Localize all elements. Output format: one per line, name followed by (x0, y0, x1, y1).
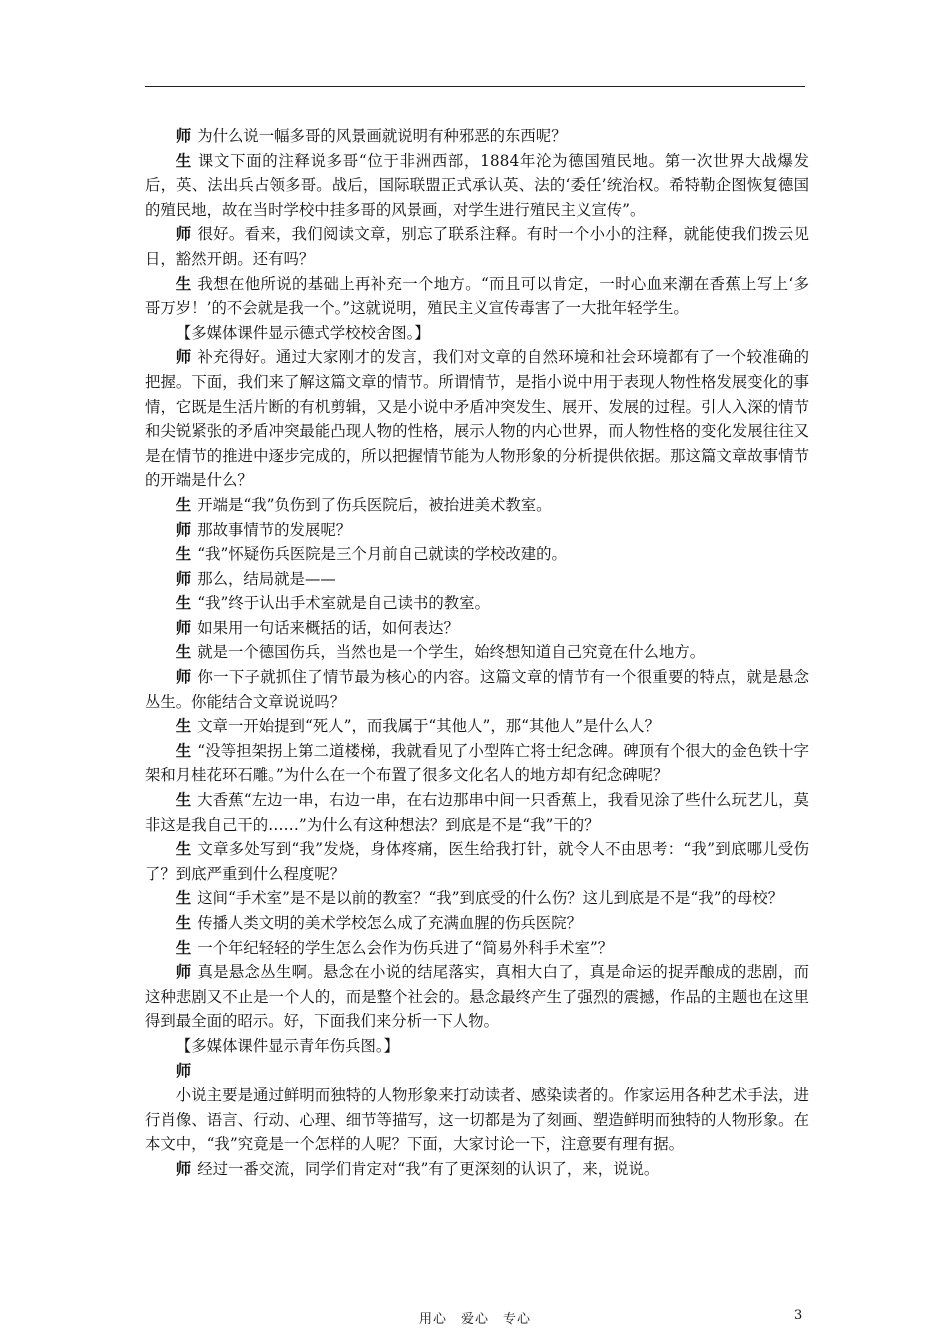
paragraph-text: 大香蕉“左边一串，右边一串，在右边那串中间一只香蕉上，我看见涂了些什么玩艺儿，莫非这是我自己干的……”为什么有这种想法？到底是不是“我”干的？ (145, 791, 809, 834)
dialogue-paragraph (145, 1157, 809, 1182)
dialogue-paragraph (145, 788, 809, 837)
dialogue-paragraph (145, 567, 809, 592)
dialogue-paragraph (145, 542, 809, 567)
speaker-label: 师 (175, 668, 192, 687)
speaker-label: 生 (175, 151, 192, 170)
paragraph-text: 那么，结局就是—— (197, 569, 336, 588)
dialogue-paragraph (145, 616, 809, 641)
dialogue-paragraph (145, 345, 809, 493)
paragraph-text: 这间“手术室”是不是以前的教室？“我”到底受的什么伤？这儿到底是不是“我”的母校？ (197, 889, 784, 908)
speaker-label: 生 (175, 741, 192, 760)
speaker-label: 师 (175, 618, 192, 637)
paragraph-text: 补充得好。通过大家刚才的发言，我们对文章的自然环境和社会环境都有了一个较准确的把握。下面，我们来了解这篇文章的情节。所谓情节，是指小说中用于表现人物性格发展变化的事情，它既是生活片断的有机剪辑，又是小说中矛盾冲突发生、展开、发展的过程。引人入深的情节和尖锐紧张的矛盾冲突最能凸现人物的性格，展示人物的内心世界，而人物性格的变化发展往往又是在情节的推进中逐步完成的，所以把握情节能为人物形象的分析提供依据。那这篇文章故事情节的开端是什么？ (145, 348, 809, 490)
paragraph-text: 很好。看来，我们阅读文章，别忘了联系注释。有时一个小小的注释，就能使我们拨云见日，豁然开朗。还有吗？ (145, 225, 809, 268)
paragraph-text: 就是一个德国伤兵，当然也是一个学生，始终想知道自己究竟在什么地方。 (197, 643, 706, 662)
page-number: 3 (794, 1308, 803, 1323)
dialogue-paragraph (145, 936, 809, 961)
footer-motto: 用心 爱心 专心 (418, 1312, 531, 1327)
speaker-label: 生 (175, 938, 192, 957)
speaker-label: 师 (175, 225, 192, 244)
paragraph-text: 课文下面的注释说多哥“位于非洲西部，1884年沦为德国殖民地。第一次世界大战爆发后，英、法出兵占领多哥。战后，国际联盟正式承认英、法的‘委任’统治权。希特勒企图恢复德国的殖民地，故在当时学校中挂多哥的风景画，对学生进行殖民主义宣传”。 (145, 151, 809, 219)
speaker-label: 生 (175, 914, 192, 932)
speaker-label: 生 (175, 545, 192, 564)
speaker-label: 生 (175, 791, 192, 810)
speaker-label: 生 (175, 495, 192, 514)
speaker-label: 师 (175, 569, 192, 588)
document-body (145, 124, 809, 1182)
dialogue-paragraph (145, 222, 809, 271)
dialogue-paragraph (145, 640, 809, 665)
paragraph-text: 开端是“我”负伤到了伤兵医院后，被抬进美术教室。 (197, 495, 552, 514)
dialogue-paragraph (145, 714, 809, 739)
dialogue-paragraph (145, 272, 809, 321)
speaker-label: 师 (175, 1159, 192, 1178)
paragraph-text: 【多媒体课件显示青年伤兵图。】 (175, 1036, 399, 1055)
dialogue-paragraph (145, 493, 809, 518)
header-rule (145, 86, 805, 87)
paragraph-text: 我想在他所说的基础上再补充一个地方。“而且可以肯定，一时心血来潮在香蕉上写上‘多哥万岁！’的不会就是我一个。”这就说明，殖民主义宣传毒害了一大批年轻学生。 (145, 274, 809, 318)
dialogue-paragraph (145, 591, 809, 616)
dialogue-paragraph (145, 960, 809, 1034)
speaker-label: 生 (175, 274, 192, 293)
dialogue-paragraph (145, 886, 809, 911)
dialogue-paragraph (145, 1034, 809, 1059)
speaker-label: 生 (175, 643, 192, 662)
speaker-label: 师 (175, 1061, 192, 1080)
paragraph-text: “我”怀疑伤兵医院是三个月前自己就读的学校改建的。 (197, 545, 567, 564)
dialogue-paragraph (145, 1059, 809, 1084)
dialogue-paragraph (145, 665, 809, 714)
paragraph-text: 文章多处写到“我”发烧，身体疼痛，医生给我打针，就令人不由思考：“我”到底哪儿受伤了？到底严重到什么程度呢？ (145, 840, 809, 883)
paragraph-text: 小说主要是通过鲜明而独特的人物形象来打动读者、感染读者的。作家运用各种艺术手法，进行肖像、语言、行动、心理、细节等描写，这一切都是为了刻画、塑造鲜明而独特的人物形象。在本文中，“我”究竟是一个怎样的人呢？下面，大家讨论一下，注意要有理有据。 (145, 1086, 809, 1154)
paragraph-text: 一个年纪轻轻的学生怎么会作为伤兵进了“简易外科手术室”？ (197, 938, 614, 957)
paragraph-text: 传播人类文明的美术学校怎么成了充满血腥的伤兵医院？ (197, 914, 582, 932)
paragraph-text: 那故事情节的发展呢？ (197, 520, 352, 539)
paragraph-text: 真是悬念丛生啊。悬念在小说的结尾落实，真相大白了，真是命运的捉弄酿成的悲剧，而这种悲剧又不止是一个人的，而是整个社会的。悬念最终产生了强烈的震撼，作品的主题也在这里得到最全面的昭示。好，下面我们来分析一下人物。 (145, 963, 809, 1031)
speaker-label: 生 (175, 889, 192, 908)
paragraph-text: 为什么说一幅多哥的风景画就说明有种邪恶的东西呢？ (197, 127, 567, 145)
dialogue-paragraph (145, 124, 809, 149)
paragraph-text: 如果用一句话来概括的话，如何表达？ (197, 618, 459, 637)
dialogue-paragraph (145, 149, 809, 223)
dialogue-paragraph (145, 739, 809, 788)
speaker-label: 师 (175, 520, 192, 539)
speaker-label: 师 (175, 963, 192, 982)
speaker-label: 师 (175, 127, 192, 145)
paragraph-text: “我”终于认出手术室就是自己读书的教室。 (197, 594, 490, 613)
speaker-label: 生 (175, 594, 192, 613)
dialogue-paragraph (145, 321, 809, 346)
dialogue-paragraph (145, 1083, 809, 1157)
speaker-label: 师 (175, 348, 192, 367)
dialogue-paragraph (145, 911, 809, 936)
speaker-label: 生 (175, 840, 192, 859)
paragraph-text: 文章一开始提到“死人”，而我属于“其他人”，那“其他人”是什么人？ (197, 717, 660, 736)
paragraph-text: “没等担架拐上第二道楼梯，我就看见了小型阵亡将士纪念碑。碑顶有个很大的金色铁十字架和月桂花环石雕。”为什么在一个布置了很多文化名人的地方却有纪念碑呢？ (145, 741, 809, 785)
paragraph-text: 经过一番交流，同学们肯定对“我”有了更深刻的认识了，来，说说。 (197, 1159, 660, 1178)
paragraph-text: 【多媒体课件显示德式学校校舍图。】 (175, 323, 430, 342)
speaker-label: 生 (175, 717, 192, 736)
dialogue-paragraph (145, 518, 809, 543)
paragraph-text: 你一下子就抓住了情节最为核心的内容。这篇文章的情节有一个很重要的特点，就是悬念丛生。你能结合文章说说吗？ (145, 668, 809, 711)
dialogue-paragraph (145, 837, 809, 886)
